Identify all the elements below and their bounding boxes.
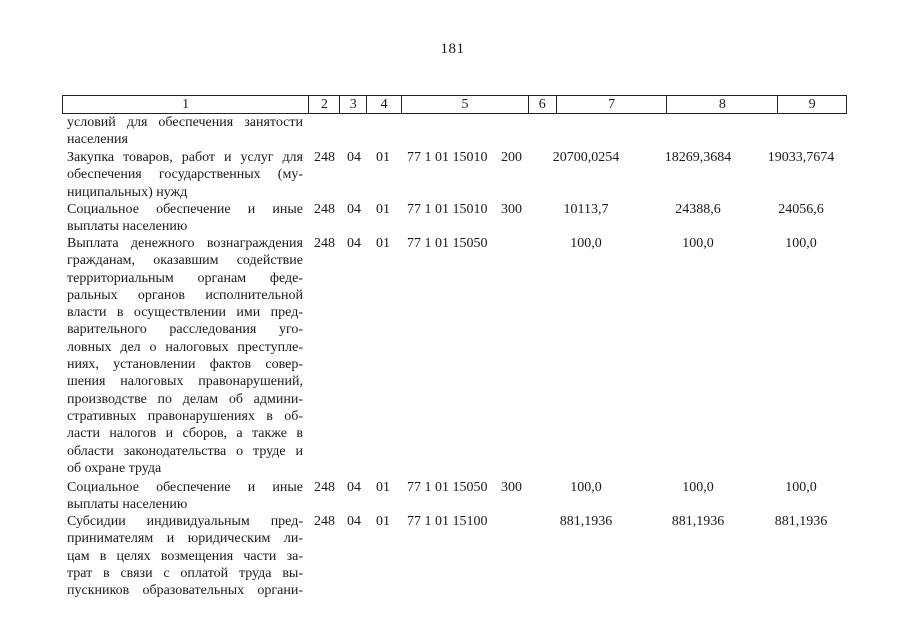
cell-c5: 77 1 01 15050 [407,480,488,495]
cell-c3: 04 [347,480,361,495]
header-col-4: 4 [367,96,402,113]
cell-c7: 881,1936 [559,514,613,529]
description-line: ниях, установлении фактов совер- [67,357,303,373]
cell-c2: 248 [314,150,335,165]
description-line: ловных дел о налоговых преступле- [67,339,303,355]
header-col-8: 8 [667,96,778,113]
row-description [67,235,303,477]
cell-c2: 248 [314,202,335,217]
description-line: Закупка товаров, работ и услуг для [67,150,303,165]
cell-c8: 100,0 [682,480,714,495]
cell-c3: 04 [347,236,361,251]
description-line: условий для обеспечения занятости [67,115,303,130]
cell-c2: 248 [314,236,335,251]
description-line: варительного расследования уго- [67,322,303,338]
header-col-2: 2 [309,96,340,113]
header-col-3: 3 [340,96,367,113]
cell-c7: 100,0 [570,236,602,251]
cell-c9: 881,1936 [774,514,828,529]
cell-c6: 200 [501,150,522,165]
cell-c4: 01 [376,514,390,529]
cell-c3: 04 [347,202,361,217]
cell-c9: 100,0 [785,480,817,495]
description-line: области законодательства о труде и [67,443,303,459]
description-line: Социальное обеспечение и иные [67,480,303,495]
cell-c5: 77 1 01 15010 [407,150,488,165]
header-col-7: 7 [557,96,668,113]
row-description [67,149,303,201]
header-col-9: 9 [808,97,816,112]
description-line: об охране труда [67,460,162,476]
cell-c4: 01 [376,202,390,217]
row-description [67,114,303,149]
description-line: стративных правонарушениях в об- [67,408,303,424]
cell-c8: 100,0 [682,236,714,251]
cell-c3: 04 [347,150,361,165]
cell-c7: 10113,7 [563,202,609,217]
description-line: Социальное обеспечение и иные [67,202,303,217]
cell-c5: 77 1 01 15050 [407,236,488,251]
description-line: Выплата денежного вознаграждения [67,236,303,251]
cell-c9: 24056,6 [778,202,824,217]
description-line: выплаты населению [67,219,188,235]
cell-c8: 24388,6 [675,202,721,217]
description-line: власти в осуществлении ими пред- [67,305,303,321]
cell-c6: 300 [501,480,522,495]
cell-c5: 77 1 01 15010 [407,202,488,217]
description-line: населения [67,132,128,148]
cell-c8: 18269,3684 [664,150,732,165]
description-line: производстве по делам об админи- [67,391,303,407]
description-line: обеспечения государственных (му- [67,167,303,183]
header-col-1: 1 [63,96,309,113]
header-col-5: 5 [402,96,529,113]
cell-c9: 100,0 [785,236,817,251]
header-col-6: 6 [529,96,557,113]
cell-c4: 01 [376,480,390,495]
description-line: цам в целях возмещения части за- [67,548,303,564]
cell-c2: 248 [314,514,335,529]
description-line: принимателям и юридическим ли- [67,531,303,547]
row-description [67,201,303,236]
description-line: ниципальных) нужд [67,184,188,200]
table-header [62,95,847,114]
cell-c2: 248 [314,480,335,495]
description-line: Субсидии индивидуальным пред- [67,514,303,529]
description-line: шения налоговых правонарушений, [67,374,303,390]
description-line: пускников образовательных органи- [67,583,303,599]
cell-c7: 100,0 [570,480,602,495]
cell-c5: 77 1 01 15100 [407,514,488,529]
row-description [67,513,303,599]
description-line: выплаты населению [67,497,188,513]
description-line: территориальным органам феде- [67,270,303,286]
cell-c7: 20700,0254 [552,150,620,165]
cell-c8: 881,1936 [671,514,725,529]
cell-c4: 01 [376,150,390,165]
description-line: ральных органов исполнительной [67,287,303,303]
row-description [67,479,303,514]
cell-c9: 19033,7674 [767,150,835,165]
page-number: 181 [440,41,465,57]
cell-c4: 01 [376,236,390,251]
description-line: ласти налогов и сборов, а также в [67,426,303,442]
cell-c6: 300 [501,202,522,217]
description-line: трат в связи с оплатой труда вы- [67,565,303,581]
cell-c3: 04 [347,514,361,529]
description-line: гражданам, оказавшим содействие [67,253,303,269]
